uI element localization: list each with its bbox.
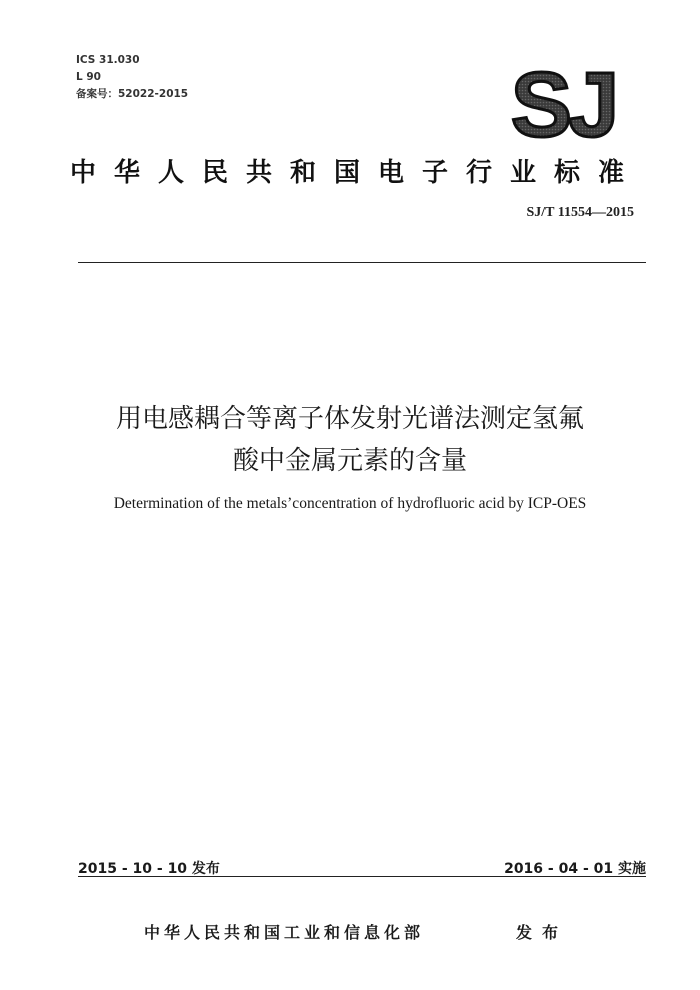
ics-code: ICS 31.030 <box>76 54 140 66</box>
effective-date: 2016 - 04 - 01 实施 <box>504 861 646 877</box>
issue-date: 2015 - 10 - 10 发布 <box>78 861 220 877</box>
publisher-name: 中华人民共和国工业和信息化部 <box>144 923 425 942</box>
classification-code: L 90 <box>76 71 101 83</box>
standard-code: SJ/T 11554—2015 <box>526 205 634 220</box>
document-title-en: Determination of the metals’concentration of hydrofluoric acid by ICP-OES <box>113 495 587 512</box>
top-divider <box>78 262 646 263</box>
sj-logo <box>500 62 626 144</box>
standard-category-title: 中华人民共和国电子行业标准 <box>70 158 643 188</box>
title-line-2: 酸中金属元素的含量 <box>232 446 467 476</box>
filing-number: 备案号：52022-2015 <box>76 88 189 100</box>
title-line-1: 用电感耦合等离子体发射光谱法测定氢氟 <box>115 404 584 434</box>
header-meta <box>76 52 188 103</box>
sj-logo-text: SJ <box>510 62 616 144</box>
bottom-divider <box>78 876 646 877</box>
document-title-cn <box>40 398 660 482</box>
publish-label: 发布 <box>516 923 569 942</box>
